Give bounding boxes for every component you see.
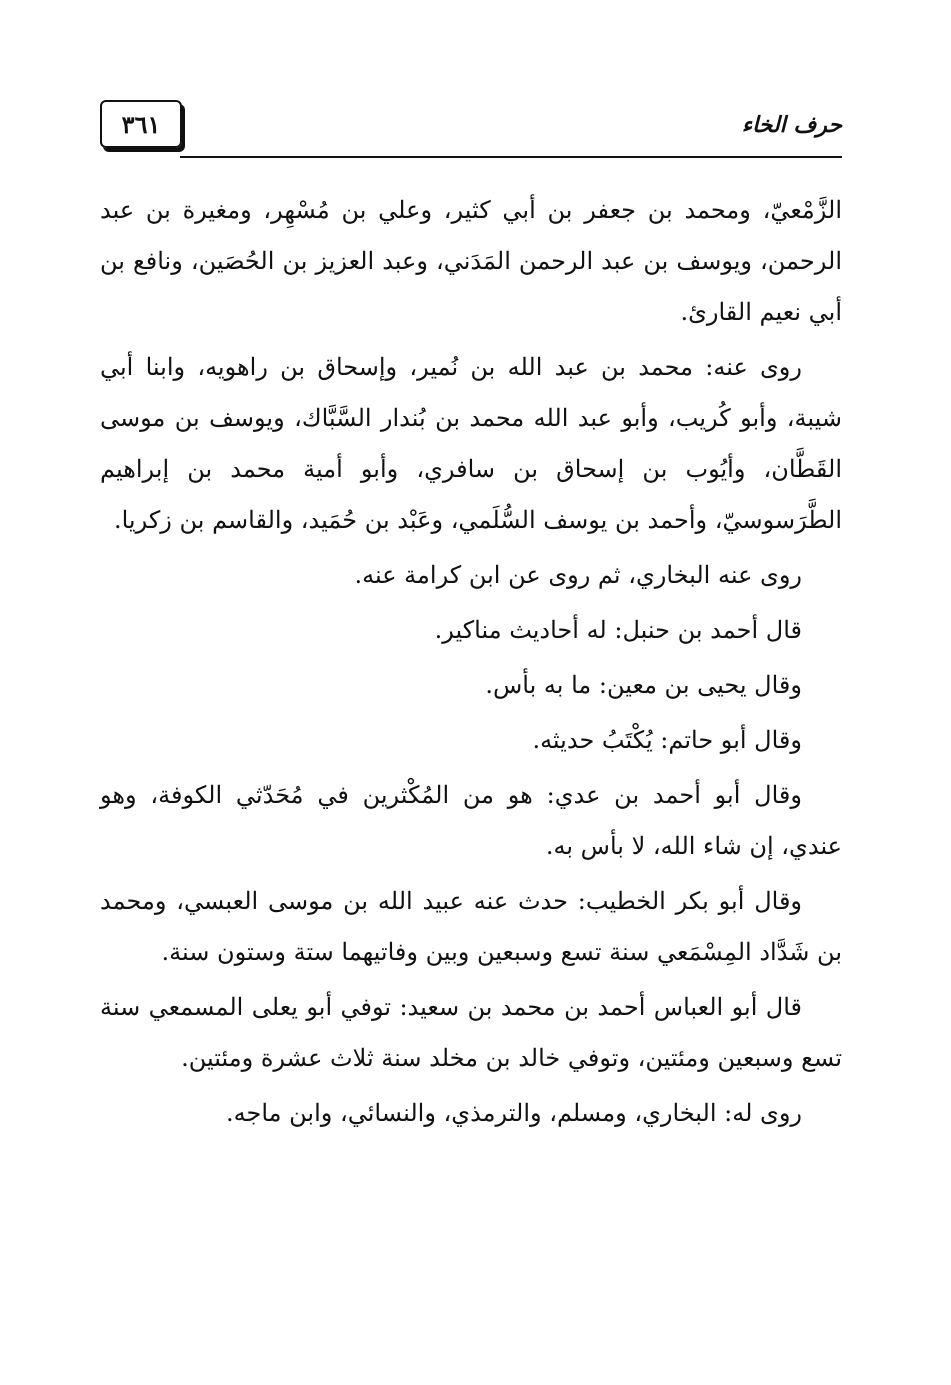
paragraph-narrated-by: روى له: البخاري، ومسلم، والترمذي، والنسائي، وابن ماجه. <box>225 1099 802 1127</box>
body-text <box>100 185 842 1143</box>
page-number: ٣٦١ <box>100 100 182 148</box>
running-title: حرف الخاء <box>741 112 842 138</box>
paragraph-narrators-continued: الزَّمْعيّ، ومحمد بن جعفر بن أبي كثير، وعلي بن مُسْهِر، ومغيرة بن عبد الرحمن، ويوسف بن عبد الرحمن المَدَني، وعبد العزيز بن الحُصَين، ونافع بن أبي نعيم القارئ. <box>100 196 842 326</box>
paragraph-al-khatib: وقال أبو بكر الخطيب: حدث عنه عبيد الله بن موسى العبسي، ومحمد بن شَدَّاد المِسْمَعي سنة تسع وسبعين وبين وفاتيهما ستة وستون سنة. <box>100 887 842 966</box>
paragraph-yahya-ibn-main: وقال يحيى بن معين: ما به بأس. <box>485 671 802 699</box>
paragraph-abu-al-abbas: قال أبو العباس أحمد بن محمد بن سعيد: توفي أبو يعلى المسمعي سنة تسع وسبعين ومئتين، وتوفي خالد بن مخلد سنة ثلاث عشرة ومئتين. <box>100 993 842 1072</box>
paragraph-ibn-adi: وقال أبو أحمد بن عدي: هو من المُكْثرين في مُحَدّثي الكوفة، وهو عندي، إن شاء الله، لا بأس به. <box>100 781 842 860</box>
header-divider <box>180 156 842 158</box>
paragraph-narrated-from-him: روى عنه: محمد بن عبد الله بن نُمير، وإسحاق بن راهويه، وابنا أبي شيبة، وأبو كُريب، وأبو عبد الله محمد بن بُندار السَّبَّاك، ويوسف بن موسى القَطَّان، وأيُوب بن إسحاق بن سافري، وأبو أمية محمد بن إبراهيم الطَّرَسوسيّ، وأحمد بن يوسف السُّلَمي، وعَبْد بن حُمَيد، والقاسم بن زكريا. <box>100 353 842 534</box>
paragraph-abu-hatim: وقال أبو حاتم: يُكْتَبُ حديثه. <box>532 726 802 754</box>
paragraph-ahmad-ibn-hanbal: قال أحمد بن حنبل: له أحاديث مناكير. <box>434 616 802 644</box>
paragraph-bukhari: روى عنه البخاري، ثم روى عن ابن كرامة عنه. <box>354 561 802 589</box>
page-header <box>100 100 842 160</box>
